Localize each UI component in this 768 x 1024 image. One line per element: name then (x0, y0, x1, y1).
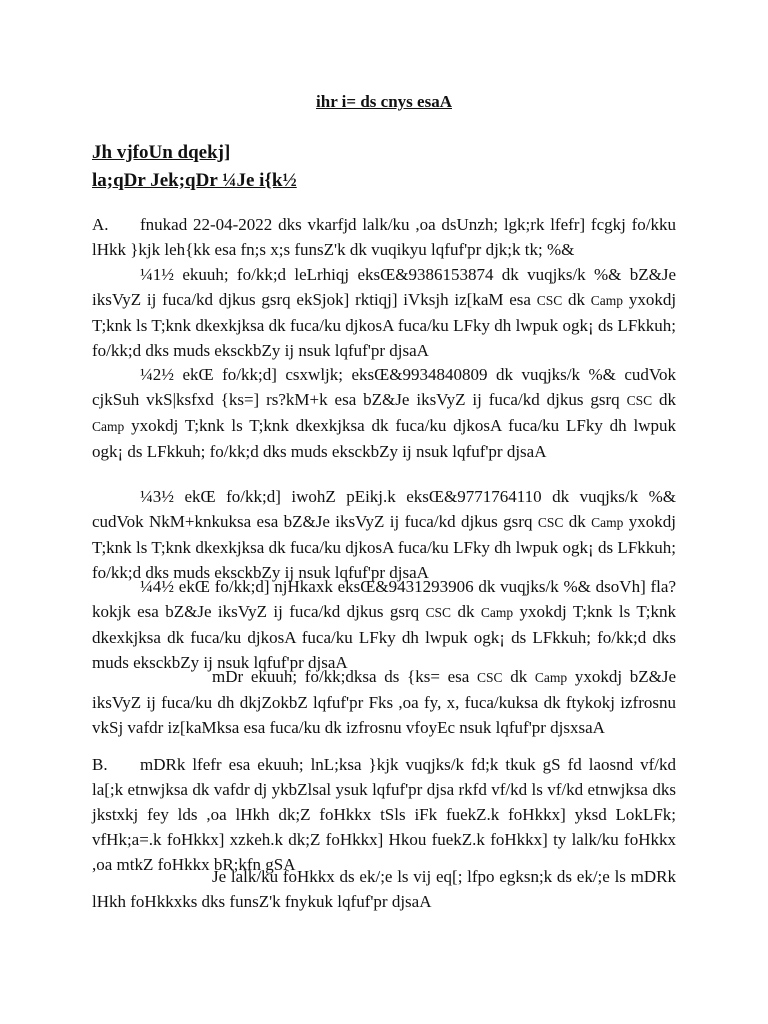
csc-abbr: CSC (537, 515, 564, 530)
camp-word: Camp (92, 419, 125, 434)
section-b-label: B. (92, 755, 108, 774)
page-title: ihr i= ds cnys esaA (316, 92, 452, 111)
section-a-item-3: ¼3½ ekŒ fo/kk;d] iwohZ pEikj.k eksŒ&9771764110 dk vuqjks/k %& cudVok NkM+knkuksa esa bZ&Je iksVyZ ij fuca/kd djkus gsrq CSC dk Camp yxokdj T;knk ls T;knk dkexkjksa dk fuca/ku djkosA fuca/ku LFky dh lwpuk ogk¡ ds LFkkuh; fo/kk;d dks muds eksckbZy ij nsuk lqfuf'pr djsaA (92, 487, 677, 582)
csc-abbr: CSC (536, 293, 563, 308)
camp-word: Camp (480, 605, 514, 620)
addressee-designation: la;qDr Jek;qDr ¼Je i{k½ (92, 170, 297, 191)
csc-abbr: CSC (477, 670, 503, 685)
section-b-paragraph-2: Je lalk/ku foHkkx ds ek/;e ls vij eq[; lfpo egksn;k ds ek/;e ls mDRk lHkh foHkkxks dks funsZ'k fnykuk lqfuf'pr djsaA (92, 867, 676, 911)
section-a-closing: mDr ekuuh; fo/kk;dksa ds {ks= esa CSC dk Camp yxokdj bZ&Je iksVyZ ij fuca/ku dh dkjZokbZ lqfuf'pr Fks ,oa fy, x, fuca/kuksa dk ftykokj izfrosnu vkSj vafdr iz[kaMksa esa fuca/ku dk izfrosnu vfoyEc nsuk lqfuf'pr djsxsaA (92, 667, 677, 737)
section-a-item-2: ¼2½ ekŒ fo/kk;d] csxwljk; eksŒ&9934840809 dk vuqjks/k %& cudVok cjkSuh vkS|ksfxd {ks=] rs?kM+k esa bZ&Je iksVyZ ij fuca/kd djkus gsrq CSC dk Camp yxokdj T;knk ls T;knk dkexkjksa dk fuca/ku djkosA fuca/ku LFky dh lwpuk ogk¡ ds LFkkuh; fo/kk;d dks muds eksckbZy ij nsuk lqfuf'pr djsaA (92, 365, 677, 461)
section-b-paragraph-1: B. mDRk lfefr esa ekuuh; lnL;ksa }kjk vuqjks/k fd;k tkuk gS fd laosnd vf/kd la[;k etnwjksa dk vafdr dj ykbZlsal ysuk lqfuf'pr djsa rkfd vf/kd ls vf/kd etnwjksa dks jkstxkj fey lds ,oa lHkh dk;Z foHkkx tSls iFk fuekZ.k foHkkx] yksd LokLFk; vfHk;a=.k foHkkx] xzkeh.k dk;Z foHkkx] Hkou fuekZ.k foHkkx] ty lalk/ku foHkkx ,oa mtkZ foHkkx bR;kfn gSA (92, 752, 676, 877)
camp-word: Camp (591, 515, 624, 530)
csc-abbr: CSC (425, 605, 452, 620)
section-a-item-1: ¼1½ ekuuh; fo/kk;d leLrhiqj eksŒ&9386153874 dk vuqjks/k %& bZ&Je iksVyZ ij fuca/kd djkus gsrq ekSjok] rktiqj] iVksjh iz[kaM esa CSC dk Camp yxokdj T;knk ls T;knk dkexkjksa dk fuca/ku djkosA fuca/ku LFky dh lwpuk ogk¡ ds LFkkuh; fo/kk;d dks muds eksckbZy ij nsuk lqfuf'pr djsaA (92, 265, 677, 360)
section-a-label: A. (92, 215, 109, 234)
section-a-intro (92, 212, 676, 262)
camp-word: Camp (534, 670, 568, 685)
camp-word: Camp (590, 293, 624, 308)
section-a-intro-text: fnukad 22-04-2022 dks vkarfjd lalk/ku ,oa dsUnzh; lgk;rk lfefr] fcgkj fo/kku lHkk }kjk leh{kk esa fn;s x;s funsZ'k dk vuqikyu lqfuf'pr djk;k tk; %& (92, 215, 676, 259)
addressee-name: Jh vjfoUn dqekj] (92, 142, 231, 163)
csc-abbr: CSC (626, 393, 653, 408)
section-a-item-4: ¼4½ ekŒ fo/kk;d] njHkaxk eksŒ&9431293906 dk vuqjks/k %& dsoVh] fla?kokjk esa bZ&Je iksVyZ ij fuca/kd djkus gsrq CSC dk Camp yxokdj T;knk ls T;knk dkexkjksa dk fuca/ku djkosA fuca/ku LFky dh lwpuk ogk¡ ds LFkkuh; fo/kk;d dks muds eksckbZy ij nsuk lqfuf'pr djsaA (92, 577, 677, 672)
